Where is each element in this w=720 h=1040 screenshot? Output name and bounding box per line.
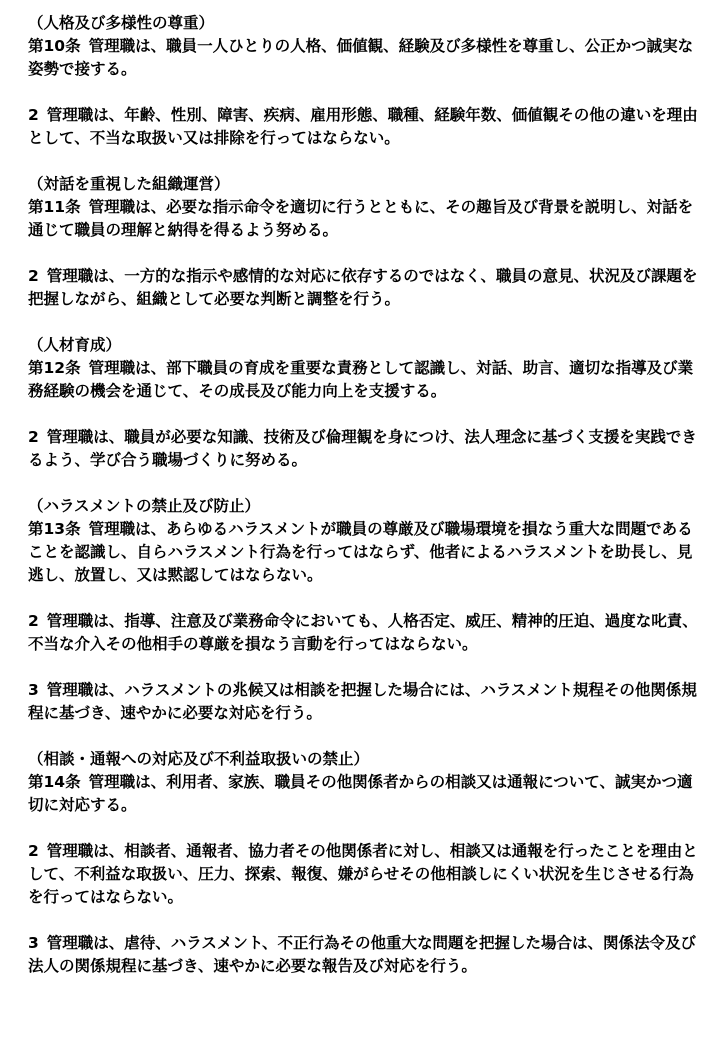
paragraph-text: 管理職は、必要な指示命令を適切に行うとともに、その趣旨及び背景を説明し、対話を通じて職員の理解と納得を得るよう努める。: [28, 198, 694, 239]
article-paragraph: [28, 679, 698, 725]
article-paragraph: [28, 196, 698, 242]
paragraph-number: 2: [28, 267, 39, 285]
paragraph-text: 管理職は、指導、注意及び業務命令においても、人格否定、威圧、精神的圧迫、過度な叱責、不当な介入その他相手の尊厳を損なう言動を行ってはならない。: [28, 612, 698, 653]
article-paragraph: [28, 932, 698, 978]
article-paragraph: [28, 426, 698, 472]
paragraph-number: 第11条: [28, 198, 81, 216]
paragraph-number: 2: [28, 106, 39, 124]
article-caption: （対話を重視した組織運営）: [28, 175, 230, 193]
paragraph-text: 管理職は、部下職員の育成を重要な責務として認識し、対話、助言、適切な指導及び業務経験の機会を通じて、その成長及び能力向上を支援する。: [28, 359, 694, 400]
article-caption: （人格及び多様性の尊重）: [28, 14, 215, 32]
article-section: [28, 334, 698, 472]
paragraph-number: 第12条: [28, 359, 81, 377]
paragraph-number: 第14条: [28, 773, 81, 791]
paragraph-text: 管理職は、職員が必要な知識、技術及び倫理観を身につけ、法人理念に基づく支援を実践できるよう、学び合う職場づくりに努める。: [28, 428, 697, 469]
article-caption: （人材育成）: [28, 336, 122, 354]
article-section: [28, 495, 698, 725]
paragraph-number: 3: [28, 934, 39, 952]
paragraph-number: 2: [28, 842, 39, 860]
article-section: [28, 748, 698, 978]
article-paragraph: [28, 104, 698, 150]
paragraph-text: 管理職は、職員一人ひとりの人格、価値観、経験及び多様性を尊重し、公正かつ誠実な姿勢で接する。: [28, 37, 694, 78]
paragraph-text: 管理職は、年齢、性別、障害、疾病、雇用形態、職種、経験年数、価値観その他の違いを理由として、不当な取扱い又は排除を行ってはならない。: [28, 106, 698, 147]
paragraph-number: 第13条: [28, 520, 81, 538]
article-paragraph: [28, 357, 698, 403]
paragraph-number: 第10条: [28, 37, 81, 55]
article-paragraph: [28, 518, 698, 587]
article-section: [28, 173, 698, 311]
article-paragraph: [28, 610, 698, 656]
paragraph-number: 3: [28, 681, 39, 699]
paragraph-text: 管理職は、虐待、ハラスメント、不正行為その他重大な問題を把握した場合は、関係法令及び法人の関係規程に基づき、速やかに必要な報告及び対応を行う。: [28, 934, 696, 975]
paragraph-text: 管理職は、ハラスメントの兆候又は相談を把握した場合には、ハラスメント規程その他関係規程に基づき、速やかに必要な対応を行う。: [28, 681, 697, 722]
article-paragraph: [28, 840, 698, 909]
paragraph-text: 管理職は、あらゆるハラスメントが職員の尊厳及び職場環境を損なう重大な問題であることを認識し、自らハラスメント行為を行ってはならず、他者によるハラスメントを助長し、見逃し、放置し、又は黙認してはならない。: [28, 520, 693, 584]
article-paragraph: [28, 265, 698, 311]
paragraph-text: 管理職は、相談者、通報者、協力者その他関係者に対し、相談又は通報を行ったことを理由として、不利益な取扱い、圧力、探索、報復、嫌がらせその他相談しにくい状況を生じさせる行為を行ってはならない。: [28, 842, 698, 906]
article-paragraph: [28, 35, 698, 81]
article-paragraph: [28, 771, 698, 817]
article-caption: （相談・通報への対応及び不利益取扱いの禁止）: [28, 750, 370, 768]
paragraph-number: 2: [28, 428, 39, 446]
article-caption: （ハラスメントの禁止及び防止）: [28, 497, 261, 515]
paragraph-text: 管理職は、利用者、家族、職員その他関係者からの相談又は通報について、誠実かつ適切に対応する。: [28, 773, 693, 814]
paragraph-text: 管理職は、一方的な指示や感情的な対応に依存するのではなく、職員の意見、状況及び課題を把握しながら、組織として必要な判断と調整を行う。: [28, 267, 698, 308]
article-section: [28, 12, 698, 150]
paragraph-number: 2: [28, 612, 39, 630]
